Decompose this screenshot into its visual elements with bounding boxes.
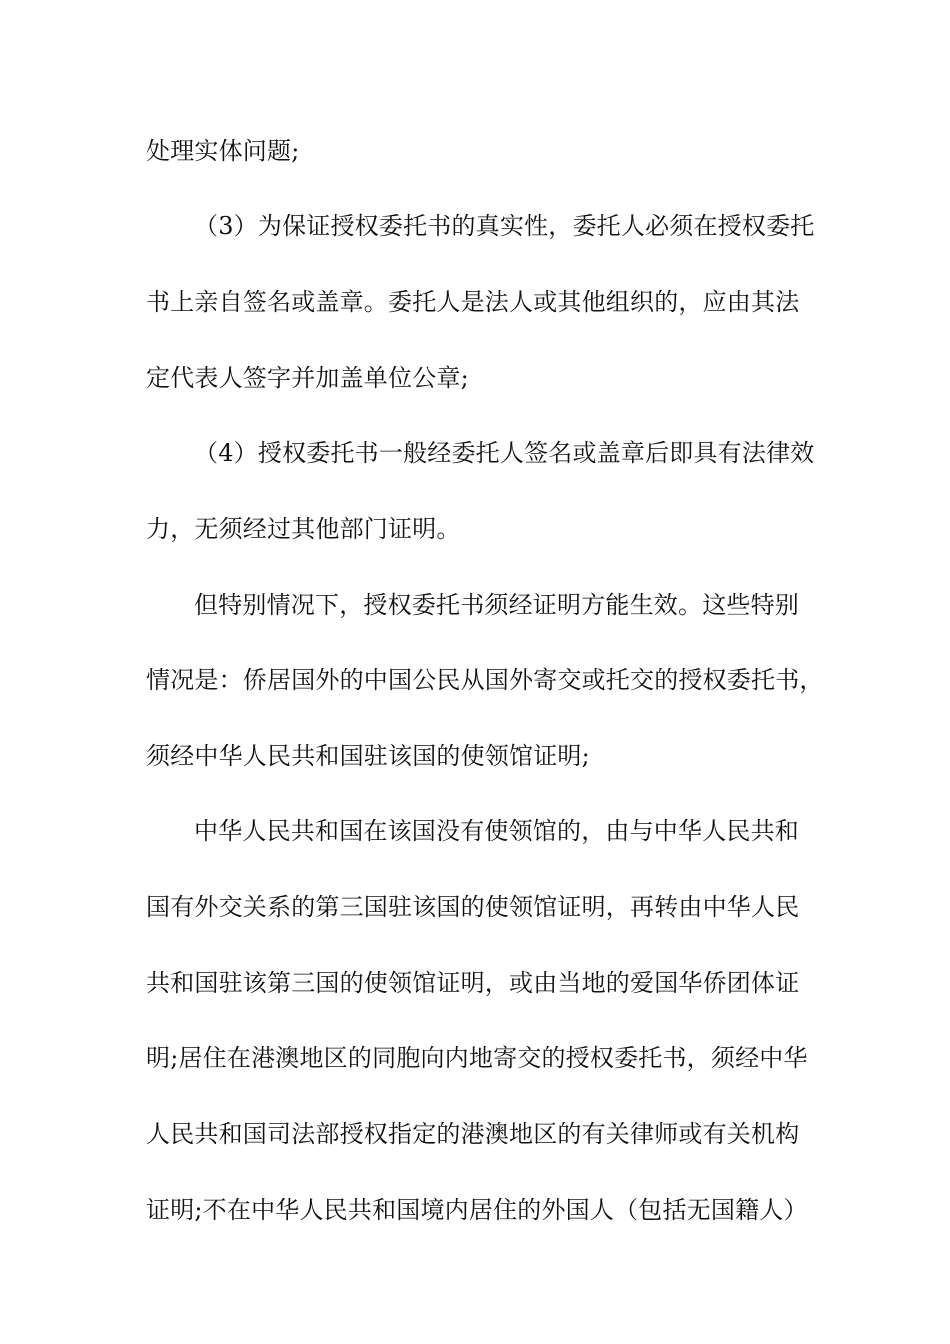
text-line: 书上亲自签名或盖章。委托人是法人或其他组织的，应由其法 [146,288,800,316]
text-line: 情况是：侨居国外的中国公民从国外寄交或托交的授权委托书， [146,666,824,694]
text-line: 证明;不在中华人民共和国境内居住的外国人（包括无国籍人） [146,1196,808,1224]
text-line: （4）授权委托书一般经委托人签名或盖章后即具有法律效 [194,439,815,467]
text-line: 共和国驻该第三国的使领馆证明，或由当地的爱国华侨团体证 [146,969,800,997]
text-line: 定代表人签字并加盖单位公章; [146,364,469,392]
text-line: 处理实体问题; [146,137,300,165]
text-line: （3）为保证授权委托书的真实性，委托人必须在授权委托 [194,212,815,240]
text-line: 人民共和国司法部授权指定的港澳地区的有关律师或有关机构 [146,1120,800,1148]
text-line: 但特别情况下，授权委托书须经证明方能生效。这些特别 [194,591,799,619]
text-line: 须经中华人民共和国驻该国的使领馆证明; [146,742,590,770]
text-line: 力，无须经过其他部门证明。 [146,515,461,543]
text-line: 中华人民共和国在该国没有使领馆的，由与中华人民共和 [194,817,799,845]
text-line: 明;居住在港澳地区的同胞向内地寄交的授权委托书，须经中华 [146,1044,808,1072]
text-line: 国有外交关系的第三国驻该国的使领馆证明，再转由中华人民 [146,893,800,921]
